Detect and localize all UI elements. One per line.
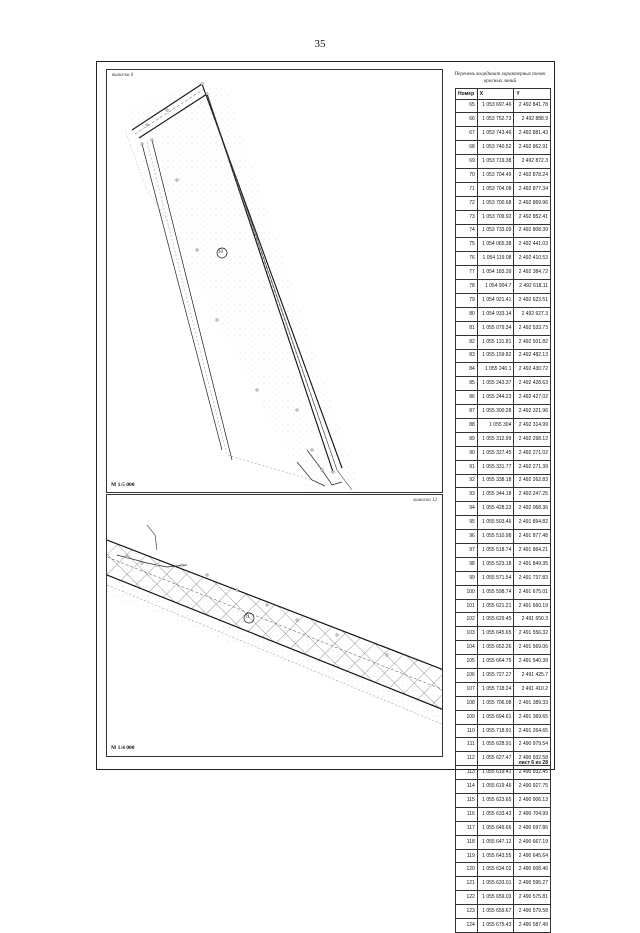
row-number: 84 bbox=[456, 363, 478, 377]
row-number: 71 bbox=[456, 182, 478, 196]
row-number: 102 bbox=[456, 613, 478, 627]
row-number: 107 bbox=[456, 682, 478, 696]
row-y: 2 491 410.2 bbox=[514, 682, 551, 696]
row-y: 2 492 888.9 bbox=[514, 113, 551, 127]
row-number: 90 bbox=[456, 446, 478, 460]
row-number: 99 bbox=[456, 571, 478, 585]
row-number: 85 bbox=[456, 377, 478, 391]
row-x: 1 053 733.09 bbox=[477, 224, 514, 238]
row-x: 1 053 740.52 bbox=[477, 141, 514, 155]
row-x: 1 055 652.26 bbox=[477, 641, 514, 655]
row-x: 1 055 633.01 bbox=[477, 877, 514, 891]
table-header-row bbox=[456, 89, 551, 100]
row-number: 83 bbox=[456, 349, 478, 363]
row-number: 73 bbox=[456, 210, 478, 224]
table-row bbox=[456, 363, 551, 377]
row-y: 2 490 697.86 bbox=[514, 821, 551, 835]
row-number: 86 bbox=[456, 391, 478, 405]
row-y: 2 491 864.21 bbox=[514, 544, 551, 558]
sheet-footer: лист 6 из 28 bbox=[518, 760, 548, 766]
row-y: 2 492 068.36 bbox=[514, 502, 551, 516]
row-y: 2 492 384.72 bbox=[514, 266, 551, 280]
row-number: 108 bbox=[456, 696, 478, 710]
row-x: 1 054 183.39 bbox=[477, 266, 514, 280]
table-row bbox=[456, 321, 551, 335]
row-y: 2 492 881.43 bbox=[514, 127, 551, 141]
header-x: X bbox=[477, 89, 514, 100]
row-x: 1 055 523.18 bbox=[477, 557, 514, 571]
row-x: 1 055 312.99 bbox=[477, 432, 514, 446]
row-y: 2 490 927.75 bbox=[514, 780, 551, 794]
coordinates-table bbox=[455, 88, 551, 933]
row-y: 2 492 627.3 bbox=[514, 307, 551, 321]
row-y: 2 491 849.35 bbox=[514, 557, 551, 571]
row-y: 2 490 704.99 bbox=[514, 807, 551, 821]
row-number: 69 bbox=[456, 155, 478, 169]
row-number: 123 bbox=[456, 905, 478, 919]
table-row bbox=[456, 599, 551, 613]
row-number: 78 bbox=[456, 280, 478, 294]
row-y: 2 490 906.13 bbox=[514, 794, 551, 808]
row-y: 2 491 389.33 bbox=[514, 696, 551, 710]
row-x: 1 053 697.46 bbox=[477, 99, 514, 113]
row-number: 115 bbox=[456, 794, 478, 808]
row-y: 2 492 262.83 bbox=[514, 474, 551, 488]
row-y: 2 492 618.11 bbox=[514, 280, 551, 294]
table-row bbox=[456, 127, 551, 141]
row-number: 105 bbox=[456, 655, 478, 669]
table-row bbox=[456, 724, 551, 738]
row-x: 1 055 619.41 bbox=[477, 766, 514, 780]
row-y: 2 491 369.65 bbox=[514, 710, 551, 724]
row-y: 2 492 862.91 bbox=[514, 141, 551, 155]
row-number: 77 bbox=[456, 266, 478, 280]
row-number: 116 bbox=[456, 807, 478, 821]
row-x: 1 054 933.14 bbox=[477, 307, 514, 321]
row-number: 79 bbox=[456, 293, 478, 307]
row-x: 1 053 709.92 bbox=[477, 210, 514, 224]
table-row bbox=[456, 446, 551, 460]
row-y: 2 492 271.39 bbox=[514, 460, 551, 474]
row-x: 1 055 518.74 bbox=[477, 544, 514, 558]
row-x: 1 055 659.03 bbox=[477, 891, 514, 905]
row-y: 2 491 540.39 bbox=[514, 655, 551, 669]
row-number: 87 bbox=[456, 405, 478, 419]
row-number: 104 bbox=[456, 641, 478, 655]
row-number: 117 bbox=[456, 821, 478, 835]
row-number: 121 bbox=[456, 877, 478, 891]
table-row bbox=[456, 571, 551, 585]
row-number: 89 bbox=[456, 432, 478, 446]
map-inset-6-drawing bbox=[107, 70, 443, 493]
row-y: 2 492 808.39 bbox=[514, 224, 551, 238]
table-row bbox=[456, 905, 551, 919]
map-inset-6-circle-label: 10 bbox=[218, 250, 223, 255]
row-y: 2 492 430.72 bbox=[514, 363, 551, 377]
row-x: 1 055 159.82 bbox=[477, 349, 514, 363]
table-row bbox=[456, 418, 551, 432]
table-row bbox=[456, 821, 551, 835]
table-row bbox=[456, 530, 551, 544]
table-row bbox=[456, 238, 551, 252]
row-y: 2 490 608.46 bbox=[514, 863, 551, 877]
map-inset-6 bbox=[106, 69, 443, 493]
row-x: 1 055 647.12 bbox=[477, 835, 514, 849]
row-number: 76 bbox=[456, 252, 478, 266]
row-y: 2 492 271.02 bbox=[514, 446, 551, 460]
row-x: 1 055 571.54 bbox=[477, 571, 514, 585]
table-row bbox=[456, 766, 551, 780]
row-y: 2 490 645.64 bbox=[514, 849, 551, 863]
row-x: 1 055 675.43 bbox=[477, 919, 514, 933]
row-number: 100 bbox=[456, 585, 478, 599]
table-row bbox=[456, 544, 551, 558]
row-x: 1 055 649.66 bbox=[477, 821, 514, 835]
row-number: 72 bbox=[456, 196, 478, 210]
table-row bbox=[456, 877, 551, 891]
table-row bbox=[456, 557, 551, 571]
row-y: 2 492 878.24 bbox=[514, 168, 551, 182]
table-row bbox=[456, 710, 551, 724]
table-row bbox=[456, 738, 551, 752]
table-row bbox=[456, 627, 551, 641]
row-y: 2 490 667.19 bbox=[514, 835, 551, 849]
table-row bbox=[456, 780, 551, 794]
header-y: Y bbox=[514, 89, 551, 100]
row-number: 111 bbox=[456, 738, 478, 752]
table-title: Перечень координат характерных точек красных линий bbox=[454, 71, 546, 84]
row-y: 2 491 556.32 bbox=[514, 627, 551, 641]
row-number: 88 bbox=[456, 418, 478, 432]
row-x: 1 055 623.65 bbox=[477, 794, 514, 808]
row-x: 1 055 633.43 bbox=[477, 807, 514, 821]
table-row bbox=[456, 141, 551, 155]
map-inset-12-label: выноска 12 bbox=[413, 498, 437, 503]
row-y: 2 492 314.99 bbox=[514, 418, 551, 432]
table-row bbox=[456, 474, 551, 488]
row-number: 120 bbox=[456, 863, 478, 877]
row-number: 95 bbox=[456, 516, 478, 530]
row-x: 1 055 664.75 bbox=[477, 655, 514, 669]
row-number: 96 bbox=[456, 530, 478, 544]
row-number: 93 bbox=[456, 488, 478, 502]
table-row bbox=[456, 849, 551, 863]
row-x: 1 055 327.45 bbox=[477, 446, 514, 460]
row-number: 75 bbox=[456, 238, 478, 252]
row-y: 2 492 533.73 bbox=[514, 321, 551, 335]
row-number: 91 bbox=[456, 460, 478, 474]
row-number: 65 bbox=[456, 99, 478, 113]
row-y: 2 491 425.7 bbox=[514, 669, 551, 683]
row-x: 1 055 503.46 bbox=[477, 516, 514, 530]
row-number: 110 bbox=[456, 724, 478, 738]
row-x: 1 055 300.28 bbox=[477, 405, 514, 419]
table-row bbox=[456, 196, 551, 210]
row-x: 1 055 243.37 bbox=[477, 377, 514, 391]
table-row bbox=[456, 516, 551, 530]
row-y: 2 491 569.06 bbox=[514, 641, 551, 655]
table-row bbox=[456, 502, 551, 516]
row-x: 1 055 338.18 bbox=[477, 474, 514, 488]
drawing-sheet bbox=[96, 61, 555, 928]
table-row bbox=[456, 682, 551, 696]
row-x: 1 055 706.08 bbox=[477, 696, 514, 710]
row-y: 2 492 298.12 bbox=[514, 432, 551, 446]
row-x: 1 053 752.73 bbox=[477, 113, 514, 127]
row-x: 1 055 619.46 bbox=[477, 780, 514, 794]
row-number: 119 bbox=[456, 849, 478, 863]
row-y: 2 490 595.27 bbox=[514, 877, 551, 891]
row-x: 1 055 659.67 bbox=[477, 905, 514, 919]
table-row bbox=[456, 224, 551, 238]
row-x: 1 054 921.41 bbox=[477, 293, 514, 307]
table-row bbox=[456, 252, 551, 266]
table-row bbox=[456, 349, 551, 363]
table-row bbox=[456, 405, 551, 419]
row-x: 1 055 629.45 bbox=[477, 613, 514, 627]
table-row bbox=[456, 655, 551, 669]
table-row bbox=[456, 807, 551, 821]
row-y: 2 492 852.41 bbox=[514, 210, 551, 224]
row-number: 98 bbox=[456, 557, 478, 571]
row-y: 2 492 247.25 bbox=[514, 488, 551, 502]
row-x: 1 053 704.49 bbox=[477, 168, 514, 182]
row-x: 1 055 694.61 bbox=[477, 710, 514, 724]
map-inset-12 bbox=[106, 494, 443, 757]
row-y: 2 492 427.02 bbox=[514, 391, 551, 405]
table-row bbox=[456, 613, 551, 627]
row-y: 2 492 623.51 bbox=[514, 293, 551, 307]
table-row bbox=[456, 891, 551, 905]
map-inset-12-scale: М 1:4 000 bbox=[111, 745, 135, 751]
row-number: 68 bbox=[456, 141, 478, 155]
row-y: 2 491 660.19 bbox=[514, 599, 551, 613]
row-number: 109 bbox=[456, 710, 478, 724]
row-x: 1 054 119.08 bbox=[477, 252, 514, 266]
row-y: 2 491 877.48 bbox=[514, 530, 551, 544]
row-number: 81 bbox=[456, 321, 478, 335]
row-y: 2 492 841.78 bbox=[514, 99, 551, 113]
table-row bbox=[456, 460, 551, 474]
table-body bbox=[456, 99, 551, 932]
row-x: 1 055 645.65 bbox=[477, 627, 514, 641]
row-number: 118 bbox=[456, 835, 478, 849]
row-x: 1 055 718.91 bbox=[477, 724, 514, 738]
row-x: 1 054 065.38 bbox=[477, 238, 514, 252]
row-y: 2 490 587.49 bbox=[514, 919, 551, 933]
row-x: 1 055 718.24 bbox=[477, 682, 514, 696]
table-row bbox=[456, 155, 551, 169]
row-x: 1 055 598.74 bbox=[477, 585, 514, 599]
row-x: 1 053 704.08 bbox=[477, 182, 514, 196]
row-y: 2 491 737.83 bbox=[514, 571, 551, 585]
row-number: 80 bbox=[456, 307, 478, 321]
header-number: Номер bbox=[456, 89, 478, 100]
table-row bbox=[456, 99, 551, 113]
row-number: 74 bbox=[456, 224, 478, 238]
table-row bbox=[456, 113, 551, 127]
row-number: 67 bbox=[456, 127, 478, 141]
row-number: 124 bbox=[456, 919, 478, 933]
row-y: 2 492 482.13 bbox=[514, 349, 551, 363]
row-y: 2 490 575.81 bbox=[514, 891, 551, 905]
table-row bbox=[456, 432, 551, 446]
row-number: 113 bbox=[456, 766, 478, 780]
row-x: 1 055 634.02 bbox=[477, 863, 514, 877]
row-number: 97 bbox=[456, 544, 478, 558]
table-row bbox=[456, 210, 551, 224]
table-row bbox=[456, 863, 551, 877]
table-row bbox=[456, 168, 551, 182]
row-number: 106 bbox=[456, 669, 478, 683]
table-row bbox=[456, 835, 551, 849]
row-x: 1 055 331.77 bbox=[477, 460, 514, 474]
row-x: 1 055 304 bbox=[477, 418, 514, 432]
row-number: 70 bbox=[456, 168, 478, 182]
table-row bbox=[456, 585, 551, 599]
page-number: 35 bbox=[314, 38, 326, 50]
row-y: 2 490 932.58 bbox=[514, 752, 551, 766]
table-row bbox=[456, 377, 551, 391]
row-x: 1 055 131.81 bbox=[477, 335, 514, 349]
row-x: 1 053 719.38 bbox=[477, 155, 514, 169]
row-y: 2 492 877.34 bbox=[514, 182, 551, 196]
row-x: 1 054 904.7 bbox=[477, 280, 514, 294]
row-y: 2 492 428.63 bbox=[514, 377, 551, 391]
row-y: 2 490 979.54 bbox=[514, 738, 551, 752]
map-inset-12-drawing bbox=[107, 495, 443, 757]
row-y: 2 490 932.45 bbox=[514, 766, 551, 780]
row-y: 2 491 264.65 bbox=[514, 724, 551, 738]
table-row bbox=[456, 919, 551, 933]
row-number: 101 bbox=[456, 599, 478, 613]
row-y: 2 492 410.53 bbox=[514, 252, 551, 266]
row-x: 1 055 628.91 bbox=[477, 738, 514, 752]
table-row bbox=[456, 488, 551, 502]
table-row bbox=[456, 280, 551, 294]
row-y: 2 492 321.96 bbox=[514, 405, 551, 419]
table-row bbox=[456, 794, 551, 808]
row-y: 2 492 441.03 bbox=[514, 238, 551, 252]
table-row bbox=[456, 669, 551, 683]
row-x: 1 055 727.27 bbox=[477, 669, 514, 683]
table-row bbox=[456, 293, 551, 307]
map-inset-12-circle-label: 11 bbox=[245, 615, 250, 620]
row-number: 114 bbox=[456, 780, 478, 794]
row-number: 112 bbox=[456, 752, 478, 766]
row-y: 2 492 501.82 bbox=[514, 335, 551, 349]
row-x: 1 055 344.18 bbox=[477, 488, 514, 502]
row-number: 94 bbox=[456, 502, 478, 516]
row-y: 2 490 579.58 bbox=[514, 905, 551, 919]
row-y: 2 492 872.3 bbox=[514, 155, 551, 169]
row-number: 122 bbox=[456, 891, 478, 905]
table-row bbox=[456, 391, 551, 405]
row-number: 66 bbox=[456, 113, 478, 127]
row-x: 1 053 743.46 bbox=[477, 127, 514, 141]
row-number: 92 bbox=[456, 474, 478, 488]
map-inset-6-label: выноска 6 bbox=[112, 73, 134, 78]
row-x: 1 055 079.34 bbox=[477, 321, 514, 335]
row-number: 82 bbox=[456, 335, 478, 349]
table-row bbox=[456, 307, 551, 321]
row-x: 1 053 700.68 bbox=[477, 196, 514, 210]
row-x: 1 055 510.98 bbox=[477, 530, 514, 544]
table-row bbox=[456, 335, 551, 349]
table-row bbox=[456, 182, 551, 196]
row-y: 2 491 650.3 bbox=[514, 613, 551, 627]
table-row bbox=[456, 641, 551, 655]
row-number: 103 bbox=[456, 627, 478, 641]
table-row bbox=[456, 696, 551, 710]
row-x: 1 055 240.1 bbox=[477, 363, 514, 377]
row-y: 2 491 675.01 bbox=[514, 585, 551, 599]
map-inset-6-scale: М 1:5 000 bbox=[111, 482, 135, 488]
row-x: 1 055 643.55 bbox=[477, 849, 514, 863]
row-x: 1 055 627.47 bbox=[477, 752, 514, 766]
row-y: 2 491 894.82 bbox=[514, 516, 551, 530]
row-x: 1 055 244.23 bbox=[477, 391, 514, 405]
row-x: 1 055 428.23 bbox=[477, 502, 514, 516]
row-y: 2 492 869.96 bbox=[514, 196, 551, 210]
row-x: 1 055 621.21 bbox=[477, 599, 514, 613]
table-row bbox=[456, 266, 551, 280]
